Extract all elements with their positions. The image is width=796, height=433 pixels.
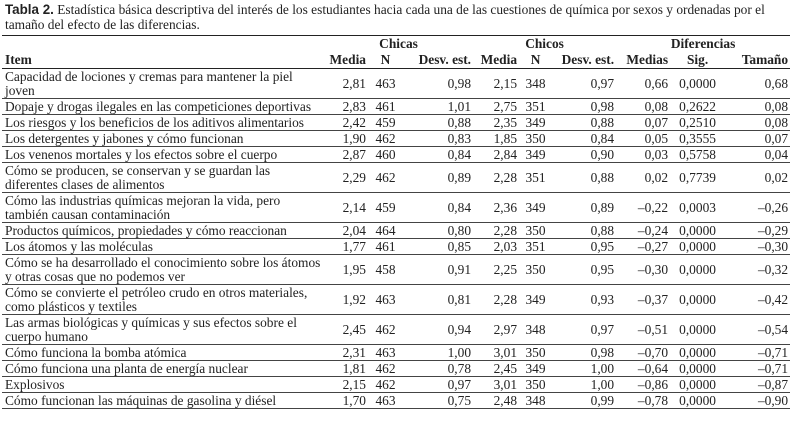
- cell-chicas-desv: 0,94: [403, 315, 473, 345]
- cell-chicas-n: 462: [368, 131, 403, 147]
- cell-chicos-n: 348: [519, 393, 552, 409]
- cell-chicos-desv: 0,89: [552, 193, 616, 223]
- table-row: [2, 255, 790, 285]
- cell-dif-medias: –0,64: [616, 361, 670, 377]
- cell-item: Cómo se ha desarrollado el conocimiento sobre los átomos y otras cosas que no podemos ver: [2, 255, 324, 285]
- cell-chicos-media: 2,03: [473, 239, 519, 255]
- cell-dif-medias: –0,24: [616, 223, 670, 239]
- cell-dif-tamano: 0,08: [725, 115, 790, 131]
- cell-dif-medias: –0,22: [616, 193, 670, 223]
- cell-chicos-n: 349: [519, 285, 552, 315]
- cell-chicos-media: 2,15: [473, 69, 519, 99]
- cell-dif-medias: –0,70: [616, 345, 670, 361]
- cell-chicas-desv: 0,84: [403, 193, 473, 223]
- cell-chicos-desv: 0,98: [552, 345, 616, 361]
- cell-chicas-media: 1,92: [324, 285, 368, 315]
- table-caption: [5, 2, 794, 32]
- cell-dif-sig: 0,0000: [670, 69, 725, 99]
- cell-chicos-desv: 0,90: [552, 147, 616, 163]
- cell-chicos-n: 348: [519, 315, 552, 345]
- caption-text: Estadística básica descriptiva del interés de los estudiantes hacia cada una de las cuestiones de química por sexos y ordenadas por el tamaño del efecto de las diferencias.: [5, 2, 765, 32]
- cell-chicas-n: 459: [368, 115, 403, 131]
- cell-chicas-desv: 0,97: [403, 377, 473, 393]
- cell-chicos-n: 349: [519, 193, 552, 223]
- column-header-row: [2, 52, 790, 69]
- cell-chicos-n: 349: [519, 147, 552, 163]
- cell-chicas-n: 461: [368, 99, 403, 115]
- cell-chicos-media: 2,36: [473, 193, 519, 223]
- cell-item: Cómo se producen, se conservan y se guardan las diferentes clases de alimentos: [2, 163, 324, 193]
- table-row: [2, 315, 790, 345]
- table-row: [2, 147, 790, 163]
- cell-dif-medias: 0,66: [616, 69, 670, 99]
- cell-chicos-desv: 0,88: [552, 115, 616, 131]
- cell-chicos-media: 2,75: [473, 99, 519, 115]
- table-body: [2, 69, 790, 409]
- cell-item: Capacidad de lociones y cremas para mantener la piel joven: [2, 69, 324, 99]
- table-row: [2, 69, 790, 99]
- cell-chicos-desv: 1,00: [552, 361, 616, 377]
- cell-chicos-media: 3,01: [473, 345, 519, 361]
- table-row: [2, 193, 790, 223]
- cell-chicos-n: 350: [519, 377, 552, 393]
- cell-dif-tamano: –0,87: [725, 377, 790, 393]
- cell-dif-tamano: 0,08: [725, 99, 790, 115]
- cell-chicas-desv: 0,80: [403, 223, 473, 239]
- cell-chicos-desv: 1,00: [552, 377, 616, 393]
- cell-item: Explosivos: [2, 377, 324, 393]
- cell-chicas-media: 2,04: [324, 223, 368, 239]
- cell-chicos-desv: 0,95: [552, 239, 616, 255]
- table-row: [2, 239, 790, 255]
- cell-chicos-desv: 0,95: [552, 255, 616, 285]
- cell-item: Cómo funcionan las máquinas de gasolina y diésel: [2, 393, 324, 409]
- cell-chicos-media: 1,85: [473, 131, 519, 147]
- cell-dif-tamano: –0,71: [725, 361, 790, 377]
- cell-dif-medias: 0,08: [616, 99, 670, 115]
- cell-chicas-media: 1,81: [324, 361, 368, 377]
- cell-chicas-desv: 0,98: [403, 69, 473, 99]
- cell-chicas-desv: 0,85: [403, 239, 473, 255]
- cell-chicas-n: 463: [368, 345, 403, 361]
- cell-dif-tamano: –0,26: [725, 193, 790, 223]
- cell-dif-medias: –0,78: [616, 393, 670, 409]
- cell-dif-sig: 0,0000: [670, 361, 725, 377]
- cell-dif-sig: 0,3555: [670, 131, 725, 147]
- group-chicos: Chicos: [525, 36, 564, 51]
- cell-chicas-media: 1,70: [324, 393, 368, 409]
- cell-chicas-media: 2,87: [324, 147, 368, 163]
- cell-chicos-media: 2,84: [473, 147, 519, 163]
- cell-chicas-desv: 0,81: [403, 285, 473, 315]
- cell-chicos-n: 349: [519, 115, 552, 131]
- cell-item: Cómo funciona la bomba atómica: [2, 345, 324, 361]
- col-media-chicos: Media: [473, 52, 519, 69]
- cell-dif-tamano: –0,54: [725, 315, 790, 345]
- cell-chicos-media: 2,25: [473, 255, 519, 285]
- cell-chicas-desv: 0,78: [403, 361, 473, 377]
- cell-chicas-media: 2,83: [324, 99, 368, 115]
- cell-chicos-media: 2,28: [473, 163, 519, 193]
- cell-chicos-n: 351: [519, 163, 552, 193]
- cell-chicas-n: 463: [368, 69, 403, 99]
- cell-chicos-n: 351: [519, 239, 552, 255]
- table-row: [2, 361, 790, 377]
- cell-chicas-n: 462: [368, 361, 403, 377]
- cell-chicas-desv: 0,75: [403, 393, 473, 409]
- cell-dif-tamano: –0,71: [725, 345, 790, 361]
- cell-item: Cómo funciona una planta de energía nuclear: [2, 361, 324, 377]
- cell-chicas-desv: 0,88: [403, 115, 473, 131]
- cell-chicos-media: 2,48: [473, 393, 519, 409]
- cell-item: Cómo se convierte el petróleo crudo en otros materiales, como plásticos y textiles: [2, 285, 324, 315]
- cell-item: Los detergentes y jabones y cómo funcionan: [2, 131, 324, 147]
- cell-dif-medias: –0,51: [616, 315, 670, 345]
- cell-dif-tamano: –0,42: [725, 285, 790, 315]
- table-row: [2, 115, 790, 131]
- data-table: [2, 35, 790, 409]
- cell-chicos-desv: 0,88: [552, 163, 616, 193]
- cell-chicos-n: 350: [519, 345, 552, 361]
- cell-chicos-media: 2,28: [473, 285, 519, 315]
- cell-dif-sig: 0,0000: [670, 393, 725, 409]
- cell-chicos-media: 3,01: [473, 377, 519, 393]
- cell-dif-tamano: 0,02: [725, 163, 790, 193]
- cell-chicos-n: 350: [519, 223, 552, 239]
- cell-dif-sig: 0,2510: [670, 115, 725, 131]
- table-row: [2, 99, 790, 115]
- cell-item: Los venenos mortales y los efectos sobre el cuerpo: [2, 147, 324, 163]
- cell-chicas-desv: 0,91: [403, 255, 473, 285]
- table-row: [2, 223, 790, 239]
- cell-chicos-n: 350: [519, 255, 552, 285]
- cell-chicas-n: 462: [368, 377, 403, 393]
- cell-chicos-n: 351: [519, 99, 552, 115]
- cell-chicas-n: 461: [368, 239, 403, 255]
- cell-chicas-desv: 1,00: [403, 345, 473, 361]
- group-chicas: Chicas: [379, 36, 418, 51]
- cell-dif-sig: 0,2622: [670, 99, 725, 115]
- col-n-chicos: N: [519, 52, 552, 69]
- cell-chicas-media: 2,42: [324, 115, 368, 131]
- cell-dif-sig: 0,0000: [670, 377, 725, 393]
- cell-item: Los átomos y las moléculas: [2, 239, 324, 255]
- col-medias: Medias: [616, 52, 670, 69]
- cell-dif-medias: 0,02: [616, 163, 670, 193]
- cell-chicas-media: 2,45: [324, 315, 368, 345]
- cell-item: Cómo las industrias químicas mejoran la vida, pero también causan contaminación: [2, 193, 324, 223]
- cell-chicas-media: 1,95: [324, 255, 368, 285]
- cell-dif-medias: 0,05: [616, 131, 670, 147]
- cell-dif-medias: –0,30: [616, 255, 670, 285]
- cell-dif-sig: 0,0003: [670, 193, 725, 223]
- col-sig: Sig.: [670, 52, 725, 69]
- cell-dif-sig: 0,5758: [670, 147, 725, 163]
- cell-dif-tamano: –0,32: [725, 255, 790, 285]
- cell-chicos-desv: 0,97: [552, 315, 616, 345]
- cell-dif-sig: 0,0000: [670, 315, 725, 345]
- table-row: [2, 163, 790, 193]
- cell-dif-tamano: –0,30: [725, 239, 790, 255]
- cell-dif-sig: 0,7739: [670, 163, 725, 193]
- cell-chicas-media: 2,15: [324, 377, 368, 393]
- cell-dif-medias: –0,27: [616, 239, 670, 255]
- cell-chicos-desv: 0,93: [552, 285, 616, 315]
- cell-dif-tamano: –0,29: [725, 223, 790, 239]
- cell-chicas-n: 458: [368, 255, 403, 285]
- cell-dif-tamano: –0,90: [725, 393, 790, 409]
- group-diferencias: Diferencias: [670, 36, 736, 51]
- cell-dif-medias: –0,86: [616, 377, 670, 393]
- cell-chicos-desv: 0,99: [552, 393, 616, 409]
- cell-item: Productos químicos, propiedades y cómo reaccionan: [2, 223, 324, 239]
- cell-dif-tamano: 0,04: [725, 147, 790, 163]
- cell-chicas-desv: 0,84: [403, 147, 473, 163]
- cell-chicos-desv: 0,98: [552, 99, 616, 115]
- table-row: [2, 285, 790, 315]
- cell-dif-sig: 0,0000: [670, 255, 725, 285]
- table-row: [2, 345, 790, 361]
- cell-dif-sig: 0,0000: [670, 285, 725, 315]
- cell-chicos-desv: 0,84: [552, 131, 616, 147]
- cell-chicas-desv: 0,83: [403, 131, 473, 147]
- cell-dif-tamano: 0,68: [725, 69, 790, 99]
- table-row: [2, 131, 790, 147]
- cell-chicos-n: 349: [519, 361, 552, 377]
- cell-dif-medias: 0,03: [616, 147, 670, 163]
- col-desv-chicos: Desv. est.: [552, 52, 616, 69]
- cell-chicos-media: 2,97: [473, 315, 519, 345]
- col-media-chicas: Media: [324, 52, 368, 69]
- cell-chicos-n: 348: [519, 69, 552, 99]
- cell-chicas-n: 463: [368, 285, 403, 315]
- cell-chicas-n: 463: [368, 393, 403, 409]
- cell-dif-sig: 0,0000: [670, 223, 725, 239]
- cell-chicas-media: 2,29: [324, 163, 368, 193]
- cell-dif-sig: 0,0000: [670, 345, 725, 361]
- cell-chicas-media: 1,77: [324, 239, 368, 255]
- col-tamano: Tamaño: [725, 52, 790, 69]
- cell-item: Los riesgos y los beneficios de los aditivos alimentarios: [2, 115, 324, 131]
- cell-chicos-desv: 0,97: [552, 69, 616, 99]
- cell-item: Las armas biológicas y químicas y sus efectos sobre el cuerpo humano: [2, 315, 324, 345]
- cell-dif-medias: –0,37: [616, 285, 670, 315]
- cell-chicos-media: 2,45: [473, 361, 519, 377]
- cell-chicas-media: 1,90: [324, 131, 368, 147]
- col-desv-chicas: Desv. est.: [403, 52, 473, 69]
- cell-chicos-media: 2,35: [473, 115, 519, 131]
- cell-chicos-n: 350: [519, 131, 552, 147]
- cell-chicos-media: 2,28: [473, 223, 519, 239]
- cell-chicas-n: 462: [368, 315, 403, 345]
- col-item: Item: [2, 52, 324, 69]
- cell-dif-medias: 0,07: [616, 115, 670, 131]
- cell-dif-sig: 0,0000: [670, 239, 725, 255]
- cell-chicas-n: 462: [368, 163, 403, 193]
- cell-item: Dopaje y drogas ilegales en las competiciones deportivas: [2, 99, 324, 115]
- cell-chicas-media: 2,14: [324, 193, 368, 223]
- cell-chicas-desv: 0,89: [403, 163, 473, 193]
- col-n-chicas: N: [368, 52, 403, 69]
- table-row: [2, 393, 790, 409]
- cell-chicas-desv: 1,01: [403, 99, 473, 115]
- table-row: [2, 377, 790, 393]
- cell-dif-tamano: 0,07: [725, 131, 790, 147]
- cell-chicos-desv: 0,88: [552, 223, 616, 239]
- caption-label: Tabla 2.: [5, 2, 54, 17]
- cell-chicas-media: 2,81: [324, 69, 368, 99]
- cell-chicas-n: 464: [368, 223, 403, 239]
- cell-chicas-n: 460: [368, 147, 403, 163]
- cell-chicas-media: 2,31: [324, 345, 368, 361]
- cell-chicas-n: 459: [368, 193, 403, 223]
- group-header-row: [2, 36, 790, 53]
